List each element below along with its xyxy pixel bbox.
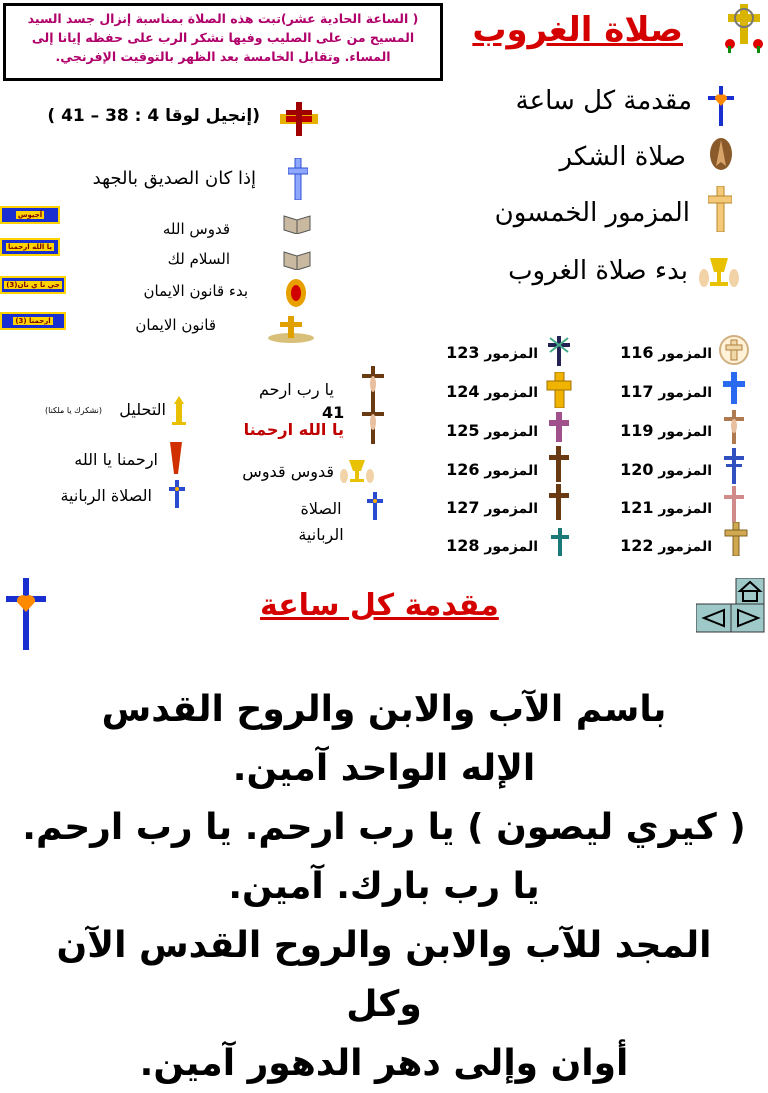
nav-thanksgiving[interactable]: صلاة الشكر xyxy=(559,142,686,172)
hymn-peace[interactable]: السلام لك xyxy=(167,250,230,268)
page-title: صلاة الغروب xyxy=(472,10,683,50)
notice-box: ( الساعة الحادية عشر)تبت هذه الصلاة بمناسبة إنزال جسد السيد المسيح من على الصليب وفيها نشكر الرب على حفظه إيانا إلى المساء. وتقابل الخامسة بعد الظهر بالتوقيت الإفرنجي. xyxy=(3,3,443,81)
altar-cross-icon xyxy=(266,314,316,344)
prayer-line: ( كيري ليصون ) يا رب ارحم. يا رب ارحم. xyxy=(22,807,746,848)
section-title: مقدمة كل ساعة xyxy=(260,588,499,623)
nav-psalm-50[interactable]: المزمور الخمسون xyxy=(494,198,690,228)
hymn-creed[interactable]: قانون الايمان xyxy=(135,316,216,334)
crucifix-icon[interactable] xyxy=(360,366,386,406)
home-button[interactable] xyxy=(738,578,766,604)
open-book-icon xyxy=(282,246,312,270)
prayer-line: المجد للآب والابن والروح القدس الآن وكل xyxy=(56,925,712,1025)
psalm-124-icon[interactable] xyxy=(546,372,572,408)
psalm-116[interactable]: المزمور 116 xyxy=(620,343,712,362)
red-candle-icon[interactable] xyxy=(168,440,184,476)
heart-cross-icon xyxy=(6,578,46,650)
psalm-128[interactable]: المزمور 128 xyxy=(446,536,538,555)
gold-cross-icon[interactable] xyxy=(708,186,732,232)
righteous-label[interactable]: إذا كان الصديق بالجهد xyxy=(92,168,256,189)
psalm-124[interactable]: المزمور 124 xyxy=(446,382,538,401)
psalm-116-icon[interactable] xyxy=(718,334,750,366)
back-button[interactable] xyxy=(696,604,731,632)
nav-vespers-start[interactable]: بدء صلاة الغروب xyxy=(508,256,688,286)
gospel-label[interactable]: (إنجيل لوقا 4 : 38 – 41 ) xyxy=(47,106,260,126)
psalm-127-icon[interactable] xyxy=(548,484,570,520)
hymn-holy-god[interactable]: قدوس الله xyxy=(162,220,230,238)
god-have-mercy[interactable]: يا الله ارحمنا xyxy=(243,420,344,439)
open-book-icon xyxy=(282,210,312,234)
forward-button[interactable] xyxy=(733,604,766,632)
psalm-123-icon[interactable] xyxy=(546,336,572,366)
prayer-text xyxy=(20,680,748,1093)
absolution-note: (نشكرك يا ملكنا) xyxy=(45,406,102,415)
psalm-119-icon[interactable] xyxy=(722,410,746,444)
mercy-count: 41 xyxy=(322,403,345,422)
hymn-creed-start[interactable]: بدء قانون الايمان xyxy=(143,282,248,300)
psalm-127[interactable]: المزمور 127 xyxy=(446,498,538,517)
have-mercy-god[interactable]: ارحمنا يا الله xyxy=(74,450,158,469)
egg-icon xyxy=(284,278,308,308)
psalm-120[interactable]: المزمور 120 xyxy=(620,460,712,479)
psalm-125[interactable]: المزمور 125 xyxy=(446,421,538,440)
psalm-126-icon[interactable] xyxy=(548,446,570,482)
gospel-book-icon[interactable] xyxy=(278,100,320,138)
prayer-line: الإله الواحد آمين. xyxy=(232,748,536,789)
psalm-121[interactable]: المزمور 121 xyxy=(620,498,712,517)
holy-holy[interactable]: قدوس قدوس xyxy=(242,462,334,481)
lords-prayer-left[interactable]: الصلاة الربانية xyxy=(60,486,152,505)
crucifix-icon[interactable] xyxy=(360,404,386,444)
psalm-119[interactable]: المزمور 119 xyxy=(620,421,712,440)
agios-button[interactable]: أجيوس xyxy=(0,206,60,224)
psalm-117-icon[interactable] xyxy=(722,372,746,404)
prayer-line: أوان وإلى دهر الدهور آمين. xyxy=(139,1043,629,1084)
psalm-125-icon[interactable] xyxy=(548,412,570,442)
psalm-120-icon[interactable] xyxy=(722,448,746,484)
psalm-126[interactable]: المزمور 126 xyxy=(446,460,538,479)
psalm-123[interactable]: المزمور 123 xyxy=(446,343,538,362)
praying-hands-icon[interactable] xyxy=(706,136,736,172)
candle-icon[interactable] xyxy=(170,396,188,426)
psalm-122[interactable]: المزمور 122 xyxy=(620,536,712,555)
ginai-nan-button[interactable]: جي نا ي نان(3) xyxy=(0,276,66,294)
psalm-117[interactable]: المزمور 117 xyxy=(620,382,712,401)
prayer-line: باسم الآب والابن والروح القدس xyxy=(101,689,667,730)
chalice-icon[interactable] xyxy=(340,456,374,486)
chalice-icon[interactable] xyxy=(698,252,740,292)
psalm-122-icon[interactable] xyxy=(724,522,748,556)
prayer-line: يا رب بارك. آمين. xyxy=(228,866,540,907)
cross-emblem-icon xyxy=(722,2,766,54)
absolution[interactable]: التحليل xyxy=(119,400,166,419)
psalm-121-icon[interactable] xyxy=(722,486,746,522)
lord-have-mercy[interactable]: يا رب ارحم xyxy=(259,380,334,399)
small-cross-icon[interactable] xyxy=(168,480,186,508)
god-have-mercy-button[interactable]: يا الله ارحمنا xyxy=(0,238,60,256)
lords-prayer-mid[interactable]: الصلاة الربانية xyxy=(298,499,344,544)
blue-cross-icon[interactable] xyxy=(288,158,308,200)
heart-cross-icon[interactable] xyxy=(708,86,734,126)
nav-intro[interactable]: مقدمة كل ساعة xyxy=(515,86,692,116)
have-mercy-3-button[interactable]: ارحمنا (3) xyxy=(0,312,66,330)
psalm-128-icon[interactable] xyxy=(550,528,570,556)
small-cross-icon[interactable] xyxy=(366,492,384,520)
